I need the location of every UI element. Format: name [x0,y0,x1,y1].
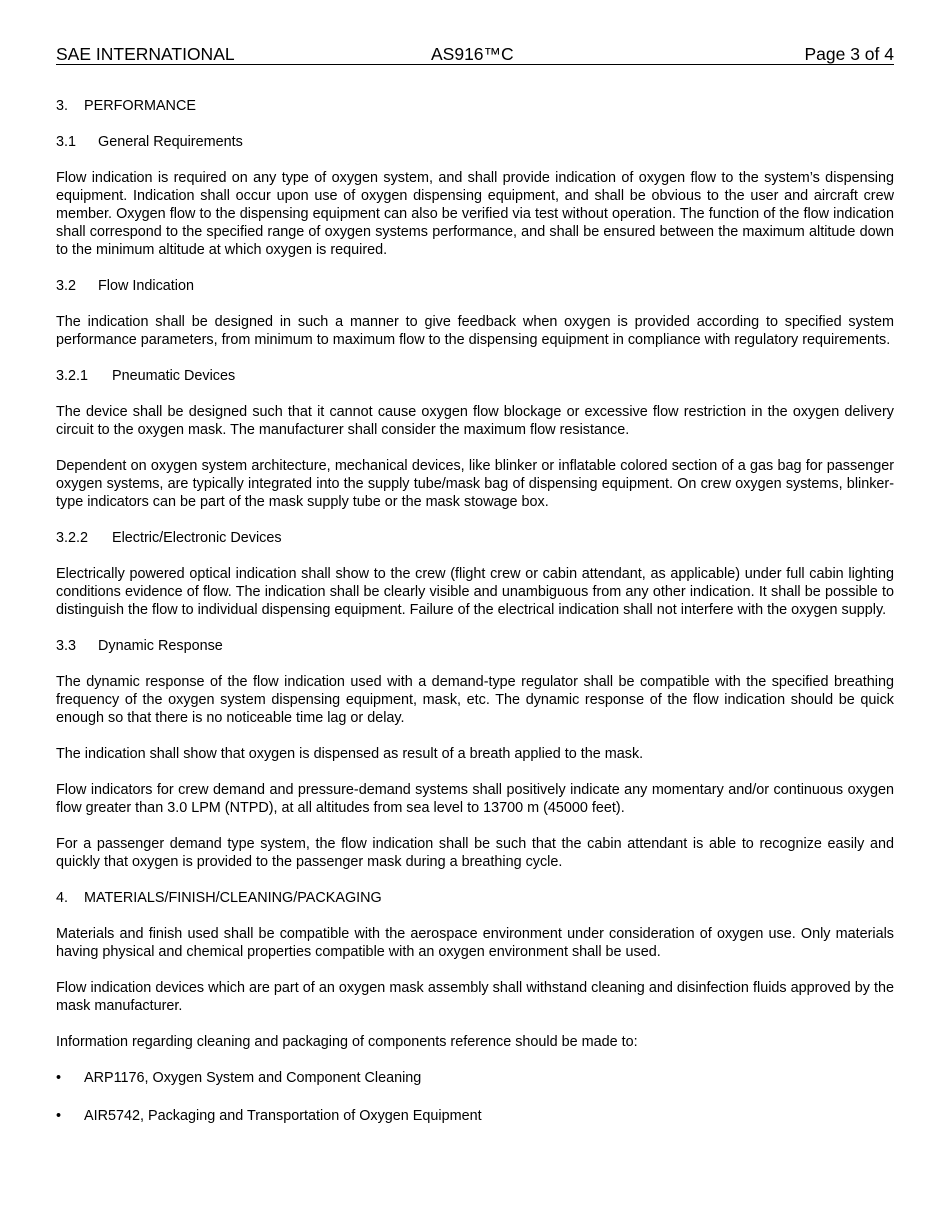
section-heading-3-2-2 [56,529,894,547]
section-title: General Requirements [98,134,243,150]
section-number: 3.3 [56,638,77,654]
section-title: PERFORMANCE [84,98,196,114]
header-page-number: Page 3 of 4 [804,44,894,64]
paragraph: Electrically powered optical indication shall show to the crew (flight crew or cabin attendant, as applicable) under full cabin lighting conditions evidence of flow. The indication shall be clearly visible and unambiguous from any other indication. It shall be possible to distinguish the flow to individual dispensing equipment. Failure of the electrical indication shall not interfere with the oxygen supply. [56,566,894,618]
list-item-text: ARP1176, Oxygen System and Component Cleaning [84,1070,422,1086]
section-number: 4. [56,890,69,906]
section-title: Pneumatic Devices [112,368,236,384]
section-heading-3 [56,97,894,115]
paragraph: The indication shall show that oxygen is dispensed as result of a breath applied to the mask. [56,746,644,762]
section-title: Electric/Electronic Devices [112,530,282,546]
section-number: 3.2.1 [56,368,89,384]
section-title: Dynamic Response [98,638,223,654]
section-number: 3.2.2 [56,530,89,546]
bullet-icon: • [56,1070,62,1086]
section-heading-3-3 [56,637,894,655]
paragraph: Flow indicators for crew demand and pressure-demand systems shall positively indicate any momentary and/or continuous oxygen flow greater than 3.0 LPM (NTPD), at all altitudes from sea level to 13700 m (45000 feet). [56,782,894,816]
section-number: 3. [56,98,69,114]
paragraph: For a passenger demand type system, the flow indication shall be such that the cabin attendant is able to recognize easily and quickly that oxygen is provided to the passenger mask during a breathing cycle. [56,836,894,870]
section-number: 3.1 [56,134,77,150]
list-item [56,1107,894,1125]
paragraph: Flow indication devices which are part of an oxygen mask assembly shall withstand cleaning and disinfection fluids approved by the mask manufacturer. [56,980,894,1014]
list-item [56,1069,894,1087]
reference-list [56,1069,894,1125]
paragraph: Materials and finish used shall be compatible with the aerospace environment under consideration of oxygen use. Only materials having physical and chemical properties compatible with an oxygen environment shall be used. [56,926,894,960]
header-document-number: AS916™C [431,44,514,64]
document-body [56,97,894,1145]
paragraph: Information regarding cleaning and packaging of components reference should be made to: [56,1034,638,1050]
section-number: 3.2 [56,278,77,294]
paragraph: Dependent on oxygen system architecture, mechanical devices, like blinker or inflatable colored section of a gas bag for passenger oxygen systems, are typically integrated into the supply tube/mask bag of dispensing equipment. On crew oxygen systems, blinker-type indicators can be part of the mask supply tube or the mask stowage box. [56,458,894,510]
paragraph: The device shall be designed such that it cannot cause oxygen flow blockage or excessive flow restriction in the oxygen delivery circuit to the oxygen mask. The manufacturer shall consider the maximum flow resistance. [56,404,894,438]
list-item-text: AIR5742, Packaging and Transportation of Oxygen Equipment [84,1108,482,1124]
section-heading-3-2 [56,277,894,295]
section-heading-3-2-1 [56,367,894,385]
paragraph: The indication shall be designed in such a manner to give feedback when oxygen is provided according to specified system performance parameters, from minimum to maximum flow to the dispensing equipment in compliance with regulatory requirements. [56,314,894,348]
page-header [56,44,894,65]
section-heading-3-1 [56,133,894,151]
header-organization: SAE INTERNATIONAL [56,44,235,64]
paragraph: Flow indication is required on any type of oxygen system, and shall provide indication of oxygen flow to the system’s dispensing equipment. Indication shall occur upon use of oxygen dispensing equipment, and shall be obvious to the user and aircraft crew member. Oxygen flow to the dispensing equipment can also be verified via test without operation. The function of the flow indication shall correspond to the specified range of oxygen systems performance, and shall be ensured between the maximum altitude down to the minimum altitude at which oxygen is required. [56,170,894,258]
paragraph: The dynamic response of the flow indication used with a demand-type regulator shall be compatible with the specified breathing frequency of the oxygen system dispensing equipment, mask, etc. The dynamic response of the flow indication should be quick enough so that there is no noticeable time lag or delay. [56,674,894,726]
bullet-icon: • [56,1108,62,1124]
section-title: MATERIALS/FINISH/CLEANING/PACKAGING [84,890,382,906]
section-title: Flow Indication [98,278,194,294]
section-heading-4 [56,889,894,907]
